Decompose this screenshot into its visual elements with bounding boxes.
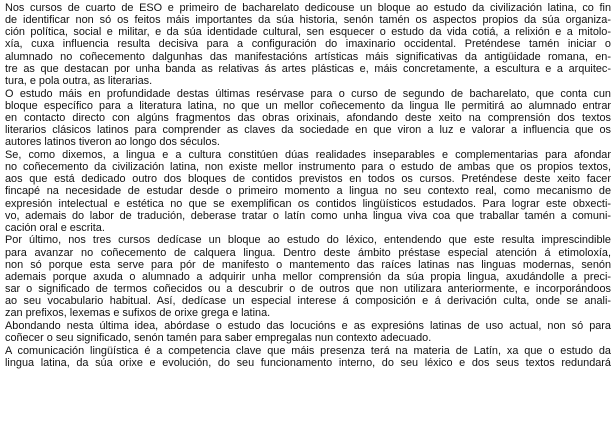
text-line: Por último, nos tres cursos dedícase un bloque ao estudo do léxico, entendendo que este resulta imprescindible [5,234,611,247]
text-line: alumnado no coñecemento dalgunhas das manifestacións artísticas máis significativas da antigüidade romana, en- [5,50,611,63]
text-line: aos que está dedicado outro dos bloques de contidos previstos en todos os cursos. Preténdese deste xeito facer [5,173,611,186]
text-line: tura, e pola outra, as literarias. [5,74,153,87]
text-line: Se, como dixemos, a lingua e a cultura constitúen dúas realidades inseparables e complementarias para afondar [5,148,611,161]
text-line: Abondando nesta última idea, abórdase o estudo das locucións e as expresións latinas de uso actual, non só para [5,320,611,333]
text-line: coñecer o seu significado, senón tamén para saber empregalas nun contexto adecuado. [5,332,432,345]
paragraph [5,2,611,87]
paragraph [5,320,611,344]
text-line: O estudo máis en profundidade destas últimas resérvase para o curso de segundo de bacharelato, que conta cun [5,87,611,100]
text-line: ademais porque axuda o alumnado a adquirir unha mellor comprensión da súa propia lingua, axudándolle a preci- [5,270,611,283]
text-line: de identificar non só os feitos máis importantes da súa historia, senón tamén os aspectos propios da súa organiza- [5,14,611,27]
text-line: no coñecemento da civilización latina, non existe mellor instrumento para o estudo de ambas que os propios textos, [5,161,611,174]
text-line: fincapé na necesidade de estudar desde o primeiro momento a lingua no seu contexto real, como mecanismo de [5,185,611,198]
text-line: autores latinos tiveron ao longo dos séculos. [5,136,220,149]
paragraph [5,234,611,319]
text-line: cación oral e escrita. [5,221,105,234]
text-line: en contacto directo con algúns fragmentos das obras orixinais, afondando deste xeito na comprensión dos textos [5,111,611,124]
paragraph [5,88,611,149]
document-body [5,2,611,370]
text-line: Nos cursos de cuarto de ESO e primeiro de bacharelato dedicouse un bloque ao estudo da civilización latina, co fin [5,2,611,14]
paragraph [5,345,611,369]
text-line: ao seu vocabulario habitual. Así, dedícase un especial interese á composición e á derivación culta, onde se anali- [5,295,611,308]
paragraph [5,149,611,234]
text-line: bloque específico para a literatura latina, no que un mellor coñecemento da lingua lle permitirá ao alumnado entrar [5,99,611,112]
text-line: lingua latina, da súa orixe e evolución, do seu funcionamento interno, do seu léxico e dos seus textos redundará [5,357,611,370]
text-line: vo, ademais do labor de tradución, deberase tratar o latín como unha lingua viva coa que traballar tamén a comuni- [5,209,611,222]
text-line: tre as que destacan por unha banda as relativas ás artes plásticas e, máis concretamente, a escultura e a arquitec- [5,62,611,75]
text-line: A comunicación lingüística é a competencia clave que máis presenza terá na materia de Latín, xa que o estudo da [5,344,611,357]
text-line: non só porque esta serve para pór de manifesto o mantemento das raíces latinas nas linguas modernas, senón [5,258,611,271]
text-line: sar o significado de termos coñecidos ou a descubrir o de outros que non utilizara anteriormente, e incorporándoos [5,283,611,296]
text-line: literarios clásicos latinos para comprender as claves da sociedade en que viron a luz e valorar a influencia que os [5,124,611,137]
text-line: para avanzar no coñecemento de calquera lingua. Dentro deste ámbito préstase especial atención á etimoloxía, [5,246,611,259]
text-line: xía, cuxa influencia resulta decisiva para a configuración do imaxinario occidental. Preténdese tamén iniciar o [5,38,611,51]
text-line: ción política, social e militar, e da súa identidade cultural, sen esquecer o estudo da vida cotiá, a relixión e a mitolo- [5,26,611,39]
text-line: zan prefixos, lexemas e sufixos de orixe grega e latina. [5,307,271,320]
text-line: expresión intelectual e estética no que se exemplifican os contidos lingüísticos estudados. Para lograr este obxecti- [5,197,611,210]
